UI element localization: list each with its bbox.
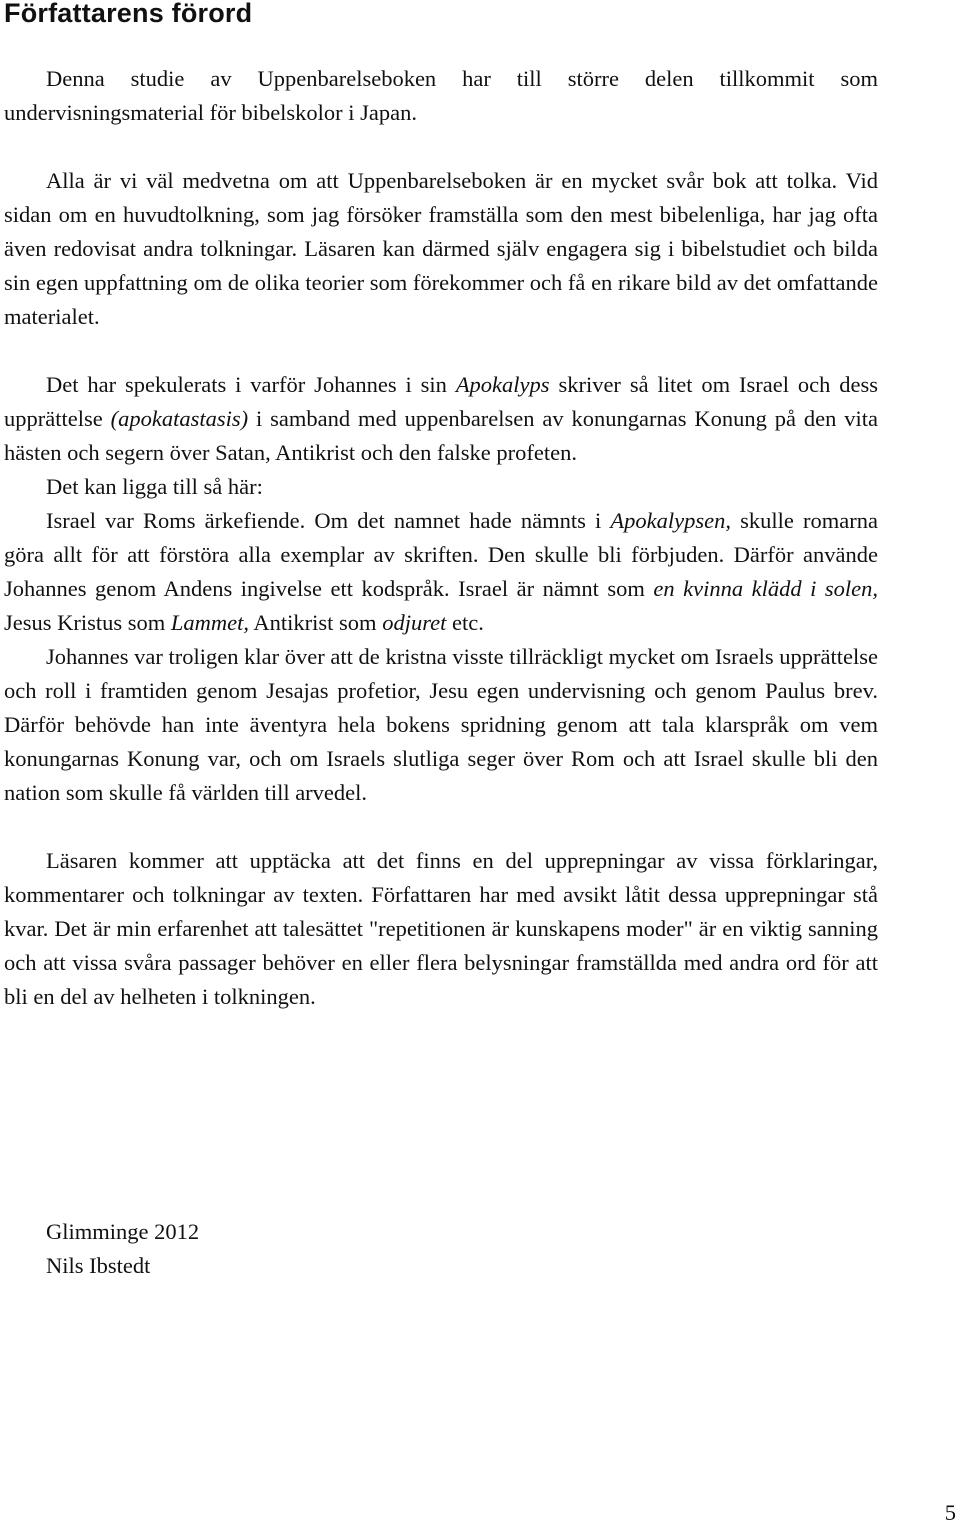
text-run: Jesus Kristus som [4, 610, 171, 635]
text-run: Det har spekulerats i varför Johannes i sin [46, 372, 456, 397]
paragraph-johannes: Johannes var troligen klar över att de kristna visste tillräckligt mycket om Israels upprättelse och roll i framtiden genom Jesajas profetior, Jesu egen undervisning och genom Paulus brev. Därför behövde han inte äventyra hela bokens spridning genom att tala klarspråk om vem konungarnas Konung var, och om Israels slutliga seger över Rom och att Israel skulle bli den nation som skulle få världen till arvedel. [4, 644, 878, 805]
text-run: Israel var Roms ärkefiende. Om det namnet hade nämnts i [46, 508, 611, 533]
text-run: i samband med uppenbarelsen av konungarnas Konung på den vita hästen och segern över Satan, Antikrist och den falske profeten. [4, 406, 878, 465]
text-run: skriver så litet om Israel och dess upprättelse [4, 372, 878, 431]
italic-term: en kvinna klädd i solen, [653, 576, 878, 601]
italic-term: (apokatastasis) [110, 406, 249, 431]
paragraph-interpretation: Alla är vi väl medvetna om att Uppenbarelseboken är en mycket svår bok att tolka. Vid sidan om en huvudtolkning, som jag försöker framställa som den mest bibelenliga, har jag ofta även redovisat andra tolkningar. Läsaren kan därmed själv engagera sig i bibelstudiet och bilda sin egen uppfattning om de olika teorier som förekommer och få en rikare bild av det omfattande materialet. [4, 168, 878, 329]
text-run: etc. [446, 610, 484, 635]
signature-author: Nils Ibstedt [46, 1253, 151, 1278]
page-number: 5 [944, 1500, 956, 1525]
paragraph-explanation-intro: Det kan ligga till så här: [46, 474, 263, 499]
italic-term: Apokalyps [455, 372, 550, 397]
paragraph-code-language [4, 504, 878, 640]
italic-term: Apokalypsen, [610, 508, 731, 533]
paragraph-repetitions: Läsaren kommer att upptäcka att det finns en del upprepningar av vissa förklaringar, kommentarer och tolkningar av texten. Författaren har med avsikt låtit dessa upprepningar stå kvar. Det är min erfarenhet att talesättet "repetitionen är kunskapens moder" är en viktig sanning och att vissa svåra passager behöver en eller flera belysningar framställda med andra ord för att bli en del av helheten i tolkningen. [4, 848, 878, 1009]
page-title: Författarens förord [4, 0, 253, 28]
signature-place-year: Glimminge 2012 [46, 1219, 200, 1244]
italic-term: Lammet, [170, 610, 250, 635]
signature-block [46, 1215, 199, 1283]
preface-body [4, 62, 878, 1014]
italic-term: odjuret [382, 610, 447, 635]
paragraph-speculation [4, 368, 878, 470]
text-run: skulle romarna göra allt för att förstöra alla exemplar av skriften. Den skulle bli förbjuden. Därför använde Johannes genom Andens ingivelse ett kodspråk. Israel är nämnt som [4, 508, 878, 601]
paragraph-origin: Denna studie av Uppenbarelseboken har till större delen tillkommit som undervisningsmaterial för bibelskolor i Japan. [4, 66, 878, 125]
text-run: Antikrist som [249, 610, 383, 635]
